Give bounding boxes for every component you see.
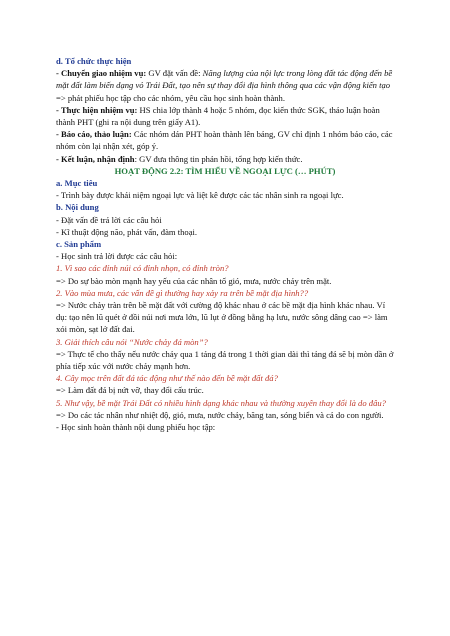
- question-2: 2. Vào mùa mưa, các vấn đề gì thường hay xảy ra trên bề mặt địa hình??: [56, 287, 309, 298]
- conclusion-text: : GV đưa thông tin phản hồi, tổng hợp kiến thức.: [134, 153, 303, 164]
- conclusion-label: - Kết luận, nhận định: [56, 153, 135, 164]
- task-execution-text: HS chia lớp thành 4 hoặc 5 nhóm, đọc kiến thức SGK, thảo luận hoàn thành PHT (ghi ra nội dung trên giấy A1).: [56, 104, 380, 128]
- closing-line: - Học sinh hoàn thành nội dung phiếu học tập:: [56, 422, 216, 433]
- task-transfer-italic: Năng lượng của nội lực trong lòng đất tác động đến bề mặt đất làm biến dạng vỏ Trái Đất, tạo nên sự thay đổi địa hình thông qua các vận động kiến tạo: [56, 68, 393, 91]
- section-c-heading: c. Sản phẩm: [56, 239, 102, 250]
- section-a-heading: a. Mục tiêu: [56, 178, 98, 189]
- report-discussion-text: Các nhóm dán PHT hoàn thành lên bảng, GV chỉ định 1 nhóm báo cáo, các nhóm còn lại nhận xét, góp ý.: [56, 129, 393, 152]
- task-execution-label: - Thực hiện nhiệm vụ:: [56, 104, 138, 115]
- section-c-intro: - Học sinh trả lời được các câu hỏi:: [56, 251, 178, 262]
- report-discussion-label: - Báo cáo, thảo luận:: [56, 129, 132, 140]
- section-b-item-1: - Đặt vấn đề trả lời các câu hỏi: [56, 214, 162, 225]
- question-3: 3. Giải thích câu nói “Nước chảy đá mòn”?: [56, 336, 208, 347]
- section-b-item-2: - Kĩ thuật động não, phát vấn, đàm thoại.: [56, 226, 198, 237]
- task-execution-paragraph: [56, 104, 394, 128]
- task-transfer-paragraph: [56, 67, 394, 104]
- report-discussion-paragraph: [56, 128, 394, 152]
- section-a-text: - Trình bày được khái niệm ngoại lực và liệt kê được các tác nhân sinh ra ngoại lực.: [56, 190, 344, 201]
- question-5: 5. Như vậy, bề mặt Trái Đất có nhiều hình dạng khác nhau và thường xuyên thay đổi là do đâu?: [56, 397, 386, 408]
- activity-title: HOẠT ĐỘNG 2.2: TÌM HIỂU VỀ NGOẠI LỰC (… PHÚT): [114, 165, 336, 176]
- conclusion-paragraph: [56, 153, 394, 165]
- task-transfer-intro: GV đặt vấn đề:: [146, 68, 203, 79]
- section-b-heading: b. Nội dung: [56, 202, 99, 213]
- answer-1: => Do sự bào mòn mạnh hay yếu của các nhân tố gió, mưa, nước chảy trên mặt.: [56, 275, 332, 286]
- task-transfer-tail: => phát phiếu học tập cho các nhóm, yêu cầu học sinh hoàn thành.: [56, 92, 286, 103]
- question-1: 1. Vì sao các đỉnh núi có đỉnh nhọn, có đỉnh tròn?: [56, 263, 229, 274]
- task-transfer-label: - Chuyển giao nhiệm vụ:: [56, 68, 147, 79]
- answer-2: => Nước chảy tràn trên bề mặt đất với cường độ khác nhau ở các bề mặt địa hình khác nhau. Ví dụ: tạo nên lũ quét ở đồi núi nơi mưa lớn, lũ lụt ở đồng bằng hạ lưu, nước sông dâng cao => làm xói mòn, sạt lở đất đai.: [56, 300, 388, 335]
- answer-5: => Do các tác nhân như nhiệt độ, gió, mưa, nước chảy, băng tan, sóng biển và cả do con người.: [56, 409, 384, 420]
- answer-4: => Làm đất đá bị nứt vỡ, thay đổi cấu trúc.: [56, 385, 204, 396]
- section-d-heading: d. Tổ chức thực hiện: [56, 56, 132, 66]
- answer-3: => Thực tế cho thấy nếu nước chảy qua 1 tảng đá trong 1 thời gian dài thì tảng đá sẽ bị mòn dần ở phía tiếp xúc với nước chảy mạnh hơn.: [56, 348, 394, 372]
- question-4: 4. Cây mọc trên đất đá tác động như thế nào đến bề mặt đất đá?: [56, 373, 278, 384]
